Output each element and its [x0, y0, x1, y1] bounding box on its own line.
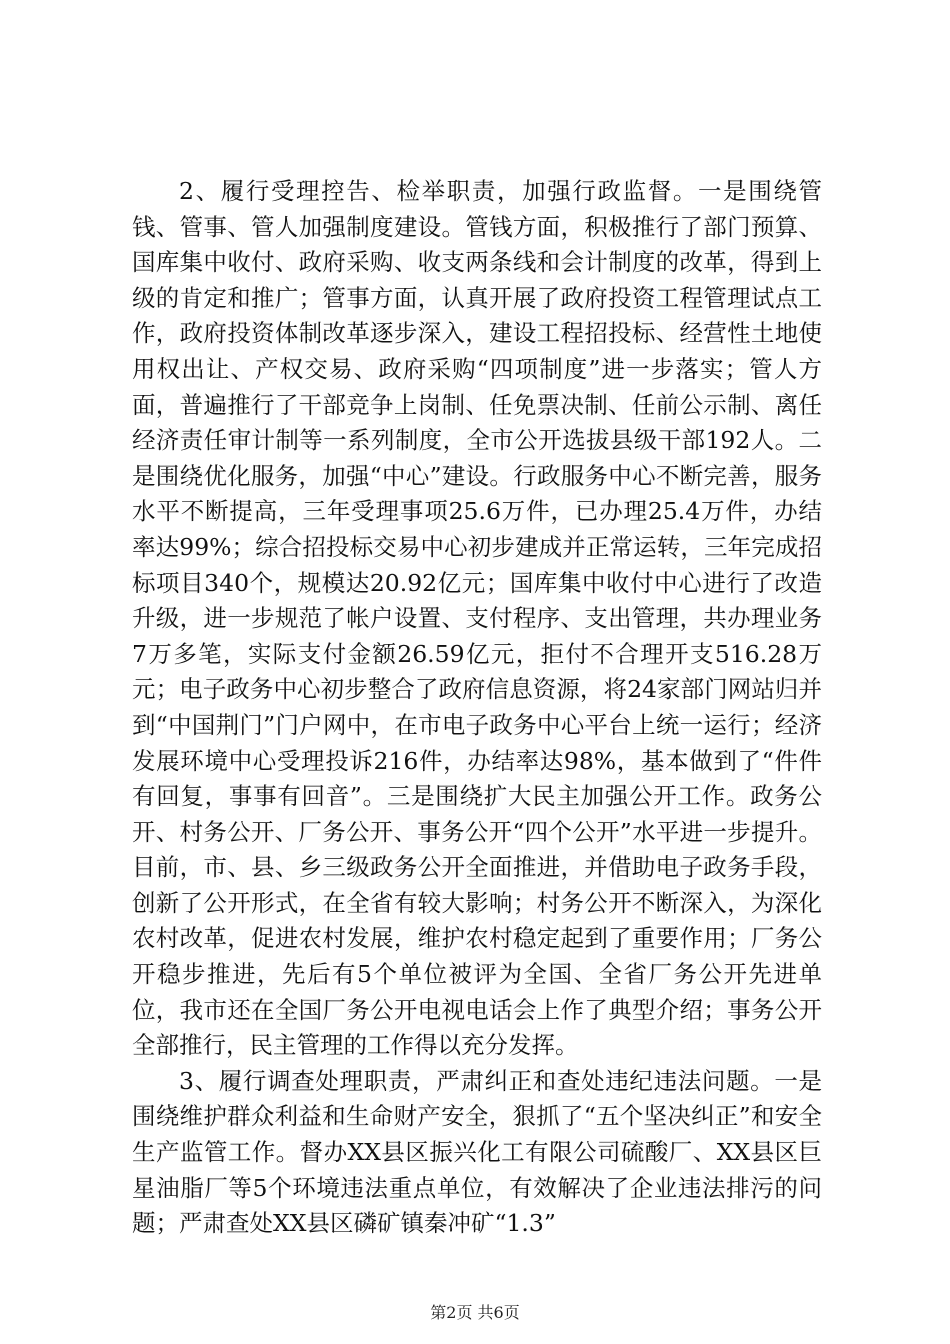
paragraph-3: 3、履行调查处理职责，严肃纠正和查处违纪违法问题。一是围绕维护群众利益和生命财产安全，狠抓了“五个坚决纠正”和安全生产监管工作。督办XX县区振兴化工有限公司硫酸厂、XX县区巨星油脂厂等5个环境违法重点单位，有效解决了企业违法排污的问题；严肃查处XX县区磷矿镇秦冲矿“1.3” — [132, 1066, 822, 1238]
document-body — [132, 174, 822, 1242]
paragraph-2: 2、履行受理控告、检举职责，加强行政监督。一是围绕管钱、管事、管人加强制度建设。管钱方面，积极推行了部门预算、国库集中收付、政府采购、收支两条线和会计制度的改革，得到上级的肯定和推广；管事方面，认真开展了政府投资工程管理试点工作，政府投资体制改革逐步深入，建设工程招投标、经营性土地使用权出让、产权交易、政府采购“四项制度”进一步落实；管人方面，普遍推行了干部竞争上岗制、任免票决制、任前公示制、离任经济责任审计制等一系列制度，全市公开选拔县级干部192人。二是围绕优化服务，加强“中心”建设。行政服务中心不断完善，服务水平不断提高，三年受理事项25.6万件，已办理25.4万件，办结率达99%；综合招投标交易中心初步建成并正常运转，三年完成招标项目340个，规模达20.92亿元；国库集中收付中心进行了改造升级，进一步规范了帐户设置、支付程序、支出管理，共办理业务7万多笔，实际支付金额26.59亿元，拒付不合理开支516.28万元；电子政务中心初步整合了政府信息资源，将24家部门网站归并到“中国荆门”门户网中，在市电子政务中心平台上统一运行；经济发展环境中心受理投诉216件，办结率达98%，基本做到了“件件有回复，事事有回音”。三是围绕扩大民主加强公开工作。政务公开、村务公开、厂务公开、事务公开“四个公开”水平进一步提升。目前，市、县、乡三级政务公开全面推进，并借助电子政务手段，创新了公开形式，在全省有较大影响；村务公开不断深入，为深化农村改革，促进农村发展，维护农村稳定起到了重要作用；厂务公开稳步推进，先后有5个单位被评为全国、全省厂务公开先进单位，我市还在全国厂务公开电视电话会上作了典型介绍；事务公开全部推行，民主管理的工作得以充分发挥。 — [132, 177, 822, 1060]
page-footer: 第2页 共6页 — [430, 1303, 520, 1322]
